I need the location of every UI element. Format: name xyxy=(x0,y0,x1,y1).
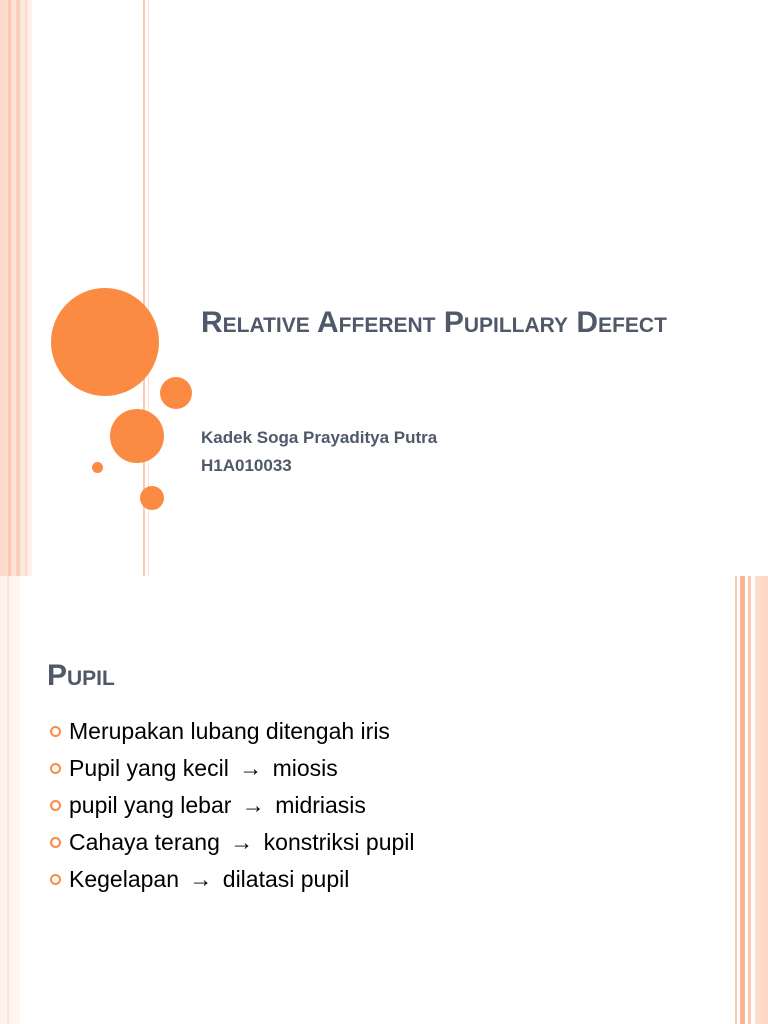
list-item xyxy=(50,862,415,899)
bullet-text: pupil yang lebar xyxy=(69,792,232,818)
decorative-circle-tiny xyxy=(92,462,103,473)
decorative-stripe xyxy=(755,576,768,1024)
decorative-stripe xyxy=(16,0,20,576)
slide-subtitle xyxy=(201,424,437,480)
bullet-list xyxy=(50,714,415,899)
slide-heading: Pupil xyxy=(47,659,115,692)
bullet-text: Merupakan lubang ditengah iris xyxy=(69,718,390,744)
decorative-circle-small xyxy=(140,486,164,510)
bullet-text: miosis xyxy=(272,755,338,781)
decorative-stripe xyxy=(25,0,27,576)
decorative-stripe xyxy=(8,0,11,576)
bullet-text: midriasis xyxy=(275,792,366,818)
arrow-icon: → xyxy=(189,866,213,892)
bullet-circle-icon xyxy=(50,763,61,774)
decorative-stripe xyxy=(748,576,751,1024)
decorative-stripe xyxy=(735,576,737,1024)
decorative-circle-small xyxy=(160,377,192,409)
list-item xyxy=(50,825,415,862)
author-name: Kadek Soga Prayaditya Putra xyxy=(201,428,438,447)
decorative-stripe xyxy=(7,576,9,1024)
arrow-icon: → xyxy=(241,792,265,818)
bullet-circle-icon xyxy=(50,726,61,737)
arrow-icon: → xyxy=(239,755,263,781)
decorative-circle-large xyxy=(51,288,159,396)
arrow-icon: → xyxy=(230,829,254,855)
decorative-stripe xyxy=(740,576,745,1024)
decorative-circle-medium xyxy=(110,409,164,463)
list-item xyxy=(50,751,415,788)
bullet-text: Pupil yang kecil xyxy=(69,755,229,781)
list-item xyxy=(50,788,415,825)
bullet-text: Kegelapan xyxy=(69,866,179,892)
bullet-text: konstriksi pupil xyxy=(263,829,415,855)
bullet-circle-icon xyxy=(50,837,61,848)
student-id: H1A010033 xyxy=(201,456,292,475)
list-item xyxy=(50,714,415,751)
bullet-circle-icon xyxy=(50,874,61,885)
slide-title: Relative Afferent Pupillary Defect xyxy=(201,306,667,339)
decorative-band xyxy=(0,576,20,1024)
bullet-text: Cahaya terang xyxy=(69,829,220,855)
bullet-text: dilatasi pupil xyxy=(222,866,350,892)
content-slide xyxy=(0,576,768,1024)
bullet-circle-icon xyxy=(50,800,61,811)
